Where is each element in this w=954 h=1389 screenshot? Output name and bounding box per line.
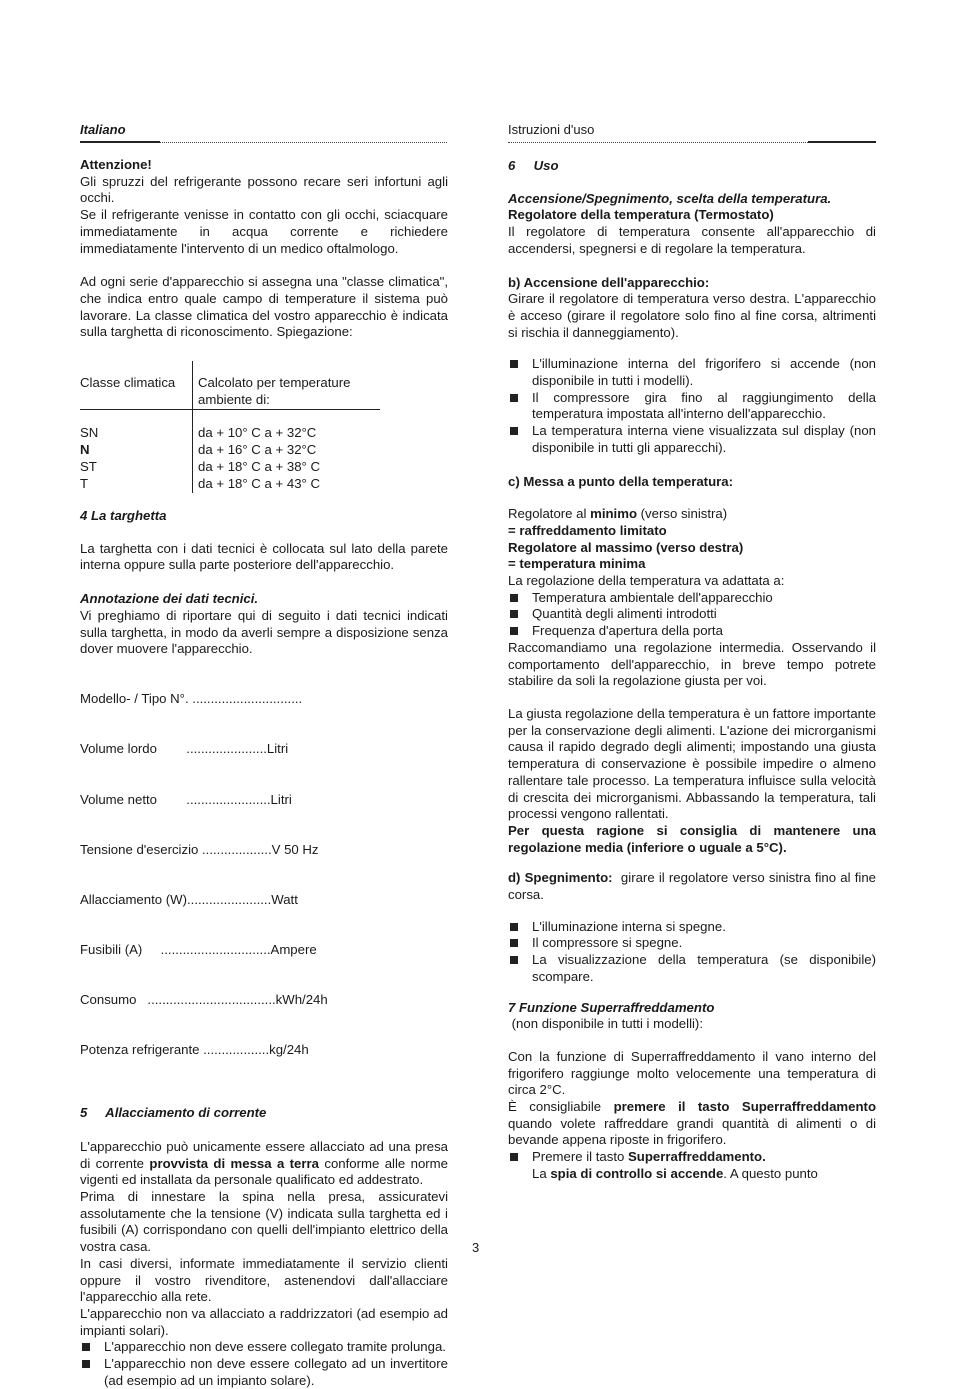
- section-b-paragraph: Girare il regolatore di temperatura verso destra. L'apparecchio è acceso (girare il regolatore solo fino al fine corsa, altrimenti si rischia il danneggiamento).: [508, 291, 876, 340]
- text: L'apparecchio può unicamente essere allacciato ad una presa di corrente: [80, 1138, 448, 1171]
- technical-data-fields: [80, 658, 448, 1092]
- attention-title: Attenzione!: [80, 157, 152, 172]
- text: . A questo punto: [723, 1165, 818, 1181]
- annotation-paragraph: Vi preghiamo di riportare qui di seguito i dati tecnici indicati sulla targhetta, in modo da averli sempre a disposizione senza dover muovere l'apparecchio.: [80, 607, 448, 657]
- section-7-body: [508, 1049, 876, 1183]
- bullet-square-icon: [510, 627, 518, 635]
- text: Temperatura ambientale dell'apparecchio: [532, 589, 773, 605]
- text-bold: Per questa ragione si consiglia di mantenere una regolazione media (inferiore o uguale a 5°C).: [508, 822, 876, 855]
- list-item: [508, 390, 876, 423]
- table-cell-class: SN: [80, 425, 99, 441]
- attention-section: [80, 157, 448, 257]
- bullet-square-icon: [510, 923, 518, 931]
- text: Regolatore al: [508, 506, 591, 522]
- text: (Termostato): [690, 207, 774, 223]
- text: È consigliabile: [508, 1099, 614, 1115]
- text: L'apparecchio non deve essere collegato ad un invertitore (ad esempio ad un impianto solare).: [104, 1356, 448, 1388]
- text-bold: spia di controllo si accende: [550, 1165, 724, 1181]
- text-bold: Regolatore al massimo (verso destra): [508, 539, 744, 555]
- text-bold: Superraffreddamento.: [628, 1149, 766, 1165]
- section-b-list: [508, 356, 876, 456]
- list-item: [508, 935, 876, 952]
- bullet-square-icon: [510, 427, 518, 435]
- list-item: [80, 1339, 448, 1356]
- list-item: [508, 1149, 876, 1182]
- section-6-title: 6 Uso: [508, 158, 559, 173]
- text: In casi diversi, informate immediatamente il servizio clienti oppure il vostro rivenditore, astenendovi dall'allacciare l'apparecchio alla rete.: [80, 1255, 448, 1305]
- table-divider: [192, 361, 193, 493]
- text-bold: premere il tasto Superraffreddamento: [613, 1099, 876, 1115]
- text: Il compressore gira fino al raggiungimento della temperatura impostata all'interno dell'apparecchio.: [532, 389, 876, 422]
- bullet-square-icon: [510, 394, 518, 402]
- bullet-square-icon: [82, 1360, 90, 1368]
- list-item: [80, 1356, 448, 1389]
- field-cooling-power: Potenza refrigerante ..................kg/24h: [80, 1042, 309, 1058]
- section-c-body: [508, 506, 876, 690]
- text: La visualizzazione della temperatura (se disponibile) scompare.: [532, 952, 876, 984]
- list-item: [508, 356, 876, 389]
- list-item: [508, 423, 876, 456]
- section-d-list: [508, 919, 876, 986]
- left-column: [80, 157, 448, 1389]
- section-5-paragraph: [80, 1189, 448, 1389]
- text: girare il regolatore verso sinistra fino al fine corsa.: [508, 870, 880, 903]
- text: La temperatura interna viene visualizzata sul display (non disponibile in tutti gli apparecchi).: [532, 423, 876, 455]
- text-bold: minimo: [590, 506, 637, 522]
- list-item: [508, 919, 876, 936]
- field-power: Allacciamento (W).......................Watt: [80, 891, 298, 907]
- text: Raccomandiamo una regolazione intermedia. Osservando il comportamento dell'apparecchio, in breve tempo potrete stabilire da soli la regolazione giusta per voi.: [508, 639, 876, 689]
- section-7-subtitle: (non disponibile in tutti i modelli):: [508, 1016, 703, 1032]
- accensione-title: Accensione/Spegnimento, scelta della temperatura.: [508, 190, 832, 206]
- text: conforme alle norme vigenti ed installata da personale qualificato ed addestrato.: [80, 1155, 449, 1188]
- page-number: 3: [472, 1240, 480, 1255]
- temperature-importance: [508, 706, 876, 856]
- bullet-square-icon: [510, 1153, 518, 1161]
- text: La regolazione della temperatura va adattata a:: [508, 573, 785, 589]
- table-cell-class: T: [80, 476, 89, 492]
- section-4-title: 4 La targhetta: [80, 508, 167, 524]
- table-cell-range: da + 10° C a + 32°C: [198, 425, 317, 441]
- section-b-title: b) Accensione dell'apparecchio:: [508, 274, 710, 290]
- table-divider: [80, 409, 380, 410]
- text: L'apparecchio non va allacciato a raddrizzatori (ad esempio ad impianti solari).: [80, 1305, 448, 1338]
- field-model: Modello- / Tipo N°. ..............................: [80, 691, 303, 707]
- field-consumption: Consumo ...................................kWh/24h: [80, 992, 328, 1008]
- bullet-square-icon: [510, 594, 518, 602]
- attention-paragraph: Se il refrigerante venisse in contatto con gli occhi, sciacquare immediatamente in acqua corrente e richiedere immediatamente l'intervento di un medico oftalmologo.: [80, 207, 448, 256]
- section-c-title: c) Messa a punto della temperatura:: [508, 473, 733, 489]
- text: Quantità degli alimenti introdotti: [532, 606, 717, 622]
- text-bold: = temperatura minima: [508, 556, 646, 572]
- text-bold: provvista di messa a terra: [149, 1155, 319, 1171]
- section-5-paragraph: [80, 1139, 448, 1189]
- thermostat-paragraph: Il regolatore di temperatura consente all'apparecchio di accendersi, spegnersi e di regolare la temperatura.: [508, 224, 876, 256]
- header-rule: [80, 141, 160, 143]
- text: Frequenza d'apertura della porta: [532, 623, 723, 639]
- table-cell-range: da + 18° C a + 38° C: [198, 459, 320, 475]
- text: Il compressore si spegne.: [532, 935, 683, 951]
- text: (verso sinistra): [637, 506, 728, 522]
- section-5-title: 5 Allacciamento di corrente: [80, 1105, 267, 1121]
- section-4-paragraph: La targhetta con i dati tecnici è collocata sul lato della parete interna oppure sulla parte posteriore dell'apparecchio.: [80, 540, 448, 573]
- attention-paragraph: Gli spruzzi del refrigerante possono recare seri infortuni agli occhi.: [80, 173, 448, 206]
- header-language: Italiano: [80, 122, 126, 137]
- text-bold: Regolatore della temperatura: [508, 207, 691, 223]
- section-d: [508, 870, 880, 903]
- text: [508, 506, 876, 523]
- list-item: [508, 606, 876, 623]
- field-net-volume: Volume netto .......................Litri: [80, 791, 292, 807]
- section-b: [508, 275, 876, 342]
- text: Premere il tasto: [532, 1149, 629, 1165]
- bullet-square-icon: [510, 360, 518, 368]
- header-rule: [808, 141, 876, 143]
- right-column: [508, 158, 880, 1183]
- field-voltage: Tensione d'esercizio ...................V 50 Hz: [80, 841, 319, 857]
- text-bold: = raffreddamento limitato: [508, 522, 667, 538]
- bullet-square-icon: [510, 939, 518, 947]
- section-7-title: 7 Funzione Superraffreddamento: [508, 999, 715, 1015]
- table-header: Classe climatica: [80, 375, 176, 391]
- table-cell-class: ST: [80, 459, 97, 475]
- text: L'apparecchio non deve essere collegato tramite prolunga.: [104, 1339, 446, 1355]
- list-item: [508, 623, 876, 640]
- text: L'illuminazione interna si spegne.: [532, 918, 726, 934]
- text: La: [532, 1165, 551, 1181]
- section-d-title: d) Spegnimento:: [508, 870, 613, 886]
- annotation-title: Annotazione dei dati tecnici.: [80, 591, 259, 607]
- bullet-square-icon: [510, 956, 518, 964]
- text: quando volete raffreddare grandi quantità di alimenti o di bevande appena riposte in frigorifero.: [508, 1115, 876, 1148]
- bullet-square-icon: [82, 1343, 90, 1351]
- table-cell-range: da + 18° C a + 43° C: [198, 476, 320, 492]
- text: L'illuminazione interna del frigorifero si accende (non disponibile in tutti i modelli).: [532, 356, 876, 389]
- table-cell-class: N: [80, 442, 90, 458]
- header-rule-dotted: [160, 142, 447, 143]
- text: [508, 1099, 876, 1149]
- table-cell-range: da + 16° C a + 32°C: [198, 442, 317, 458]
- section-7-heading: [508, 1000, 876, 1033]
- field-fuses: Fusibili (A) ..............................Ampere: [80, 941, 317, 957]
- list-item: [508, 590, 876, 607]
- thermostat-title: [508, 207, 876, 224]
- header-manual: Istruzioni d'uso: [508, 122, 595, 137]
- table-header: Calcolato per temperature ambiente di:: [198, 375, 351, 407]
- text: La giusta regolazione della temperatura è un fattore importante per la conservazione degli alimenti. L'azione dei microrganismi causa il rapido degrado degli alimenti; impostando una giusta temperatura di conservazione è possibile impedire o almeno rallentare tale processo. La temperatura influisce sulla velocità di crescita dei microrganismi. Abbassando la temperatura, tali processi vengono rallentati.: [508, 705, 877, 822]
- header-rule-dotted: [508, 142, 808, 143]
- field-gross-volume: Volume lordo ......................Litri: [80, 741, 289, 757]
- climate-intro: Ad ogni serie d'apparecchio si assegna una "classe climatica", che indica entro quale campo di temperature il sistema può lavorare. La classe climatica del vostro apparecchio è indicata sulla targhetta di riconoscimento. Spiegazione:: [80, 274, 448, 340]
- climate-class-table: [80, 361, 380, 493]
- text: Con la funzione di Superraffreddamento il vano interno del frigorifero raggiunge molto velocemente una temperatura di circa 2°C.: [508, 1048, 876, 1098]
- list-item: [508, 952, 876, 985]
- accensione-section: [508, 191, 876, 258]
- text: Prima di innestare la spina nella presa, assicuratevi assolutamente che la tensione (V) indicata sulla targhetta ed i fusibili (A) corrispondano con quelli dell'impianto elettrico della vostra casa.: [80, 1189, 448, 1255]
- bullet-square-icon: [510, 610, 518, 618]
